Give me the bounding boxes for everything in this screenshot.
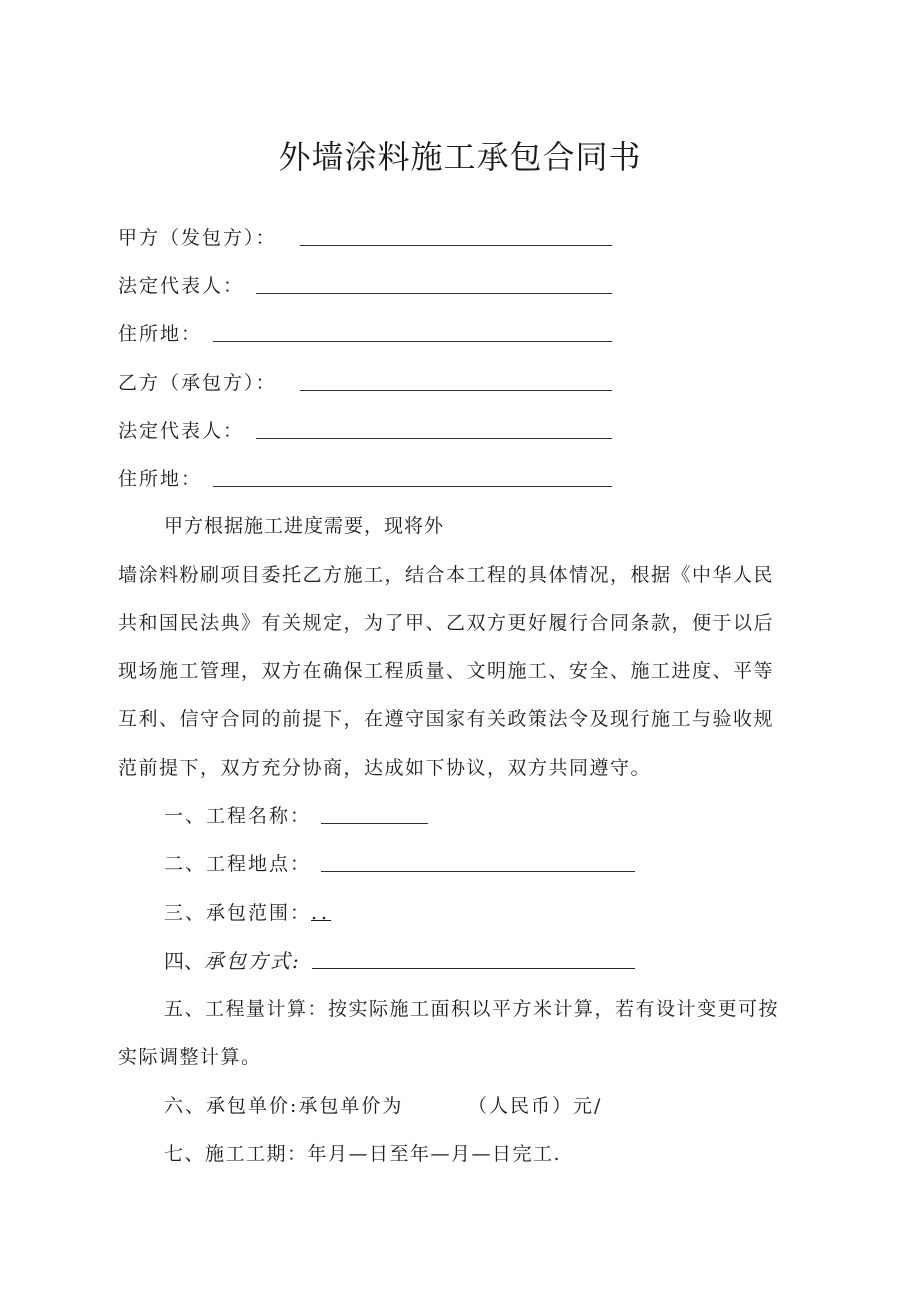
clause-construction-period: 七、施工工期：年月—日至年—月—日完工. — [164, 1143, 562, 1165]
document-title: 外墙涂料施工承包合同书 — [278, 138, 642, 176]
intro-line-2: 墙涂料粉刷项目委托乙方施工，结合本工程的具体情况，根据《中华人民 — [118, 564, 775, 586]
party-a-address-label: 住所地： — [118, 323, 203, 345]
intro-line-1: 甲方根据施工进度需要，现将外 — [164, 515, 445, 537]
party-b-rep-label: 法定代表人： — [118, 420, 245, 442]
party-a-blank[interactable] — [300, 245, 612, 246]
party-b-rep-blank[interactable] — [256, 438, 612, 439]
party-a-label: 甲方（发包方）： — [118, 227, 277, 249]
scope-value: .. — [311, 902, 332, 924]
party-a-rep-label: 法定代表人： — [118, 275, 245, 297]
clause-unit-price-unit: （人民币）元/ — [468, 1095, 603, 1117]
clause-4-label: 承包方式: — [204, 949, 301, 973]
clause-quantity-line-2: 实际调整计算。 — [118, 1046, 262, 1068]
intro-line-5: 互利、信守合同的前提下，在遵守国家有关政策法令及现行施工与验收规 — [118, 708, 775, 730]
clause-project-name-label: 一、工程名称： — [164, 805, 312, 827]
project-name-blank[interactable] — [321, 823, 428, 824]
project-location-blank[interactable] — [321, 871, 635, 872]
clause-scope-text: 三、承包范围： — [164, 902, 312, 924]
intro-line-6: 范前提下，双方充分协商，达成如下协议，双方共同遵守。 — [118, 757, 652, 779]
contract-method-blank[interactable] — [312, 968, 635, 969]
party-a-address-blank[interactable] — [213, 341, 612, 342]
intro-line-4: 现场施工管理，双方在确保工程质量、文明施工、安全、施工进度、平等 — [118, 660, 775, 682]
party-b-address-label: 住所地： — [118, 468, 203, 490]
clause-quantity-line-1: 五、工程量计算：按实际施工面积以平方米计算，若有设计变更可按 — [164, 998, 780, 1020]
clause-contract-method — [164, 949, 301, 973]
party-a-rep-blank[interactable] — [256, 293, 612, 294]
party-b-blank[interactable] — [300, 390, 612, 391]
clause-unit-price-label: 六、承包单价:承包单价为 — [164, 1095, 404, 1117]
intro-line-3: 共和国民法典》有关规定，为了甲、乙双方更好履行合同条款，便于以后 — [118, 612, 775, 634]
clause-project-location-label: 二、工程地点： — [164, 853, 312, 875]
party-b-label: 乙方（承包方）： — [118, 372, 277, 394]
party-b-address-blank[interactable] — [213, 486, 612, 487]
clause-scope-label — [164, 901, 331, 925]
clause-4-number: 四、 — [164, 949, 204, 973]
